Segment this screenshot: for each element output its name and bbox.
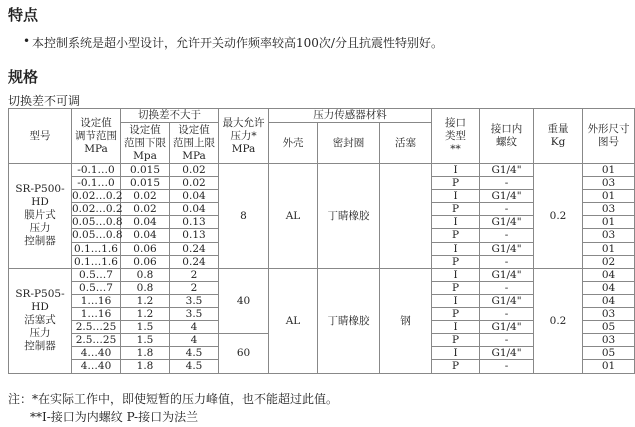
header-switch-group: 切换差不大于	[121, 109, 219, 123]
switch-high-cell: 0.04	[170, 190, 219, 203]
header-port-type-line: 接口	[445, 116, 467, 129]
thread-cell: G1/4"	[480, 164, 534, 177]
drawing-cell: 01	[583, 360, 635, 373]
thread-cell: G1/4"	[480, 242, 534, 255]
port-type-cell: I	[432, 321, 480, 334]
drawing-cell: 05	[583, 321, 635, 334]
group1-max-pressure: 8	[219, 164, 269, 269]
group2-model	[9, 268, 72, 373]
port-type-cell: I	[432, 294, 480, 307]
drawing-cell: 03	[583, 308, 635, 321]
header-switch-high	[170, 123, 219, 164]
thread-cell: G1/4"	[480, 190, 534, 203]
range-cell: 1…16	[72, 294, 121, 307]
header-weight-line: 重量	[547, 123, 569, 135]
spec-table	[8, 108, 635, 374]
header-max-pressure-line: 最大允许	[222, 116, 265, 129]
drawing-cell: 03	[583, 334, 635, 347]
port-type-cell: P	[432, 177, 480, 190]
drawing-cell: 03	[583, 177, 635, 190]
port-type-cell: P	[432, 360, 480, 373]
switch-high-cell: 2	[170, 281, 219, 294]
header-max-pressure-line: 压力*	[230, 129, 257, 142]
header-piston: 活塞	[380, 123, 432, 164]
range-cell: 2.5…25	[72, 334, 121, 347]
header-model	[9, 109, 72, 164]
group2-max-pressure-b: 60	[219, 334, 269, 373]
switch-low-cell: 0.02	[121, 203, 170, 216]
drawing-cell: 01	[583, 242, 635, 255]
switch-low-cell: 0.8	[121, 281, 170, 294]
group1-housing: AL	[269, 164, 318, 269]
switch-low-cell: 0.02	[121, 190, 170, 203]
drawing-cell: 04	[583, 281, 635, 294]
bullet-icon: •	[23, 34, 31, 48]
drawing-cell: 04	[583, 294, 635, 307]
group2-model-line: 压力	[29, 327, 51, 340]
range-cell: 0.5…7	[72, 268, 121, 281]
drawing-cell: 02	[583, 255, 635, 268]
drawing-cell: 03	[583, 229, 635, 242]
group1-model-line: 控制器	[24, 235, 56, 248]
switch-high-cell: 4	[170, 321, 219, 334]
range-cell: 0.02…0.2	[72, 203, 123, 216]
switch-high-cell: 3.5	[170, 294, 219, 307]
header-range-line: 调节范围	[75, 129, 117, 142]
switch-high-cell: 4.5	[170, 347, 219, 360]
port-type-cell: P	[432, 281, 480, 294]
header-switch-high-line: 范围上限	[173, 136, 215, 149]
switch-low-cell: 0.04	[121, 229, 170, 242]
group1-piston	[380, 164, 432, 269]
switch-low-cell: 0.8	[121, 268, 170, 281]
switch-high-cell: 0.02	[170, 177, 219, 190]
range-cell: 2.5…25	[72, 321, 121, 334]
port-type-cell: I	[432, 216, 480, 229]
footnote-2: **I-接口为内螺纹 P-接口为法兰	[30, 410, 199, 424]
table-row	[9, 268, 635, 281]
switch-high-cell: 2	[170, 268, 219, 281]
range-cell: -0.1…0	[72, 177, 121, 190]
range-cell: 0.1…1.6	[72, 255, 121, 268]
drawing-cell: 03	[583, 203, 635, 216]
thread-cell: G1/4"	[480, 268, 534, 281]
subtitle: 切换差不可调	[8, 94, 81, 108]
switch-low-cell: 1.2	[121, 294, 170, 307]
group2-model-line: SR-P505-HD	[15, 288, 65, 314]
group1-weight: 0.2	[534, 164, 583, 269]
range-cell: 0.1…1.6	[72, 242, 121, 255]
switch-high-cell: 0.24	[170, 255, 219, 268]
switch-high-cell: 0.02	[170, 164, 219, 177]
header-port-type-line: **	[450, 142, 461, 155]
range-cell: 4…40	[72, 347, 121, 360]
group2-weight: 0.2	[534, 268, 583, 373]
thread-cell: -	[480, 229, 534, 242]
port-type-cell: I	[432, 347, 480, 360]
header-thread-line: 螺纹	[496, 136, 518, 148]
port-type-cell: P	[432, 255, 480, 268]
header-switch-high-line: 设定值	[178, 123, 210, 136]
port-type-cell: I	[432, 242, 480, 255]
group2-seal: 丁睛橡胶	[318, 268, 380, 373]
header-thread-line: 接口内	[490, 123, 523, 135]
thread-cell: -	[480, 308, 534, 321]
footnote-1: 注：*在实际工作中，即使短暂的压力峰值，也不能超过此值。	[8, 392, 339, 406]
header-range-line: 设定值	[80, 116, 112, 129]
header-switch-high-line: MPa	[182, 149, 206, 162]
port-type-cell: P	[432, 308, 480, 321]
feature-text: 本控制系统是超小型设计，允许开关动作频率较高100次/分且抗震性特别好。	[32, 36, 443, 50]
header-port-type	[432, 109, 480, 164]
thread-cell: -	[480, 255, 534, 268]
switch-high-cell: 3.5	[170, 308, 219, 321]
header-drawing	[583, 109, 635, 164]
header-thread	[480, 109, 534, 164]
header-drawing-line: 外形尺寸	[587, 123, 630, 135]
group2-housing: AL	[269, 268, 318, 373]
range-cell: -0.1…0	[72, 164, 121, 177]
drawing-cell: 05	[583, 347, 635, 360]
switch-low-cell: 1.5	[121, 321, 170, 334]
range-cell: 0.5…7	[72, 281, 121, 294]
header-max-pressure	[219, 109, 269, 164]
switch-low-cell: 1.8	[121, 360, 170, 373]
range-cell: 0.05…0.8	[72, 216, 123, 229]
group2-piston: 钢	[380, 268, 432, 373]
feature-bullet	[23, 34, 443, 51]
switch-low-cell: 0.015	[121, 177, 170, 190]
port-type-cell: I	[432, 164, 480, 177]
port-type-cell: I	[432, 190, 480, 203]
header-switch-low-line: 设定值	[129, 123, 161, 136]
drawing-cell: 01	[583, 190, 635, 203]
header-max-pressure-line: MPa	[231, 142, 256, 155]
drawing-cell: 04	[583, 268, 635, 281]
header-switch-low	[121, 123, 170, 164]
port-type-cell: P	[432, 229, 480, 242]
group1-model-line: SR-P500-HD	[15, 183, 65, 209]
drawing-cell: 01	[583, 216, 635, 229]
group1-model	[9, 164, 72, 269]
switch-high-cell: 0.04	[170, 203, 219, 216]
thread-cell: G1/4"	[480, 216, 534, 229]
port-type-cell: I	[432, 268, 480, 281]
switch-high-cell: 0.13	[170, 229, 219, 242]
switch-low-cell: 1.5	[121, 334, 170, 347]
port-type-cell: P	[432, 203, 480, 216]
header-sensor-group: 压力传感器材料	[269, 109, 432, 123]
range-cell: 0.02…0.2	[72, 190, 123, 203]
range-cell: 0.05…0.8	[72, 229, 123, 242]
switch-low-cell: 0.015	[121, 164, 170, 177]
switch-high-cell: 0.24	[170, 242, 219, 255]
specs-heading: 规格	[8, 68, 39, 86]
switch-low-cell: 0.06	[121, 255, 170, 268]
drawing-cell: 01	[583, 164, 635, 177]
switch-high-cell: 4	[170, 334, 219, 347]
range-cell: 4…40	[72, 360, 121, 373]
thread-cell: -	[480, 177, 534, 190]
header-model-line: 型号	[29, 129, 51, 142]
switch-low-cell: 0.04	[121, 216, 170, 229]
group2-max-pressure-a: 40	[219, 268, 269, 333]
header-drawing-line: 图号	[598, 136, 620, 148]
group1-model-line: 压力	[29, 222, 51, 235]
thread-cell: -	[480, 334, 534, 347]
range-cell: 1…16	[72, 308, 121, 321]
thread-cell: -	[480, 281, 534, 294]
group1-model-line: 膜片式	[24, 209, 56, 222]
header-seal: 密封圈	[318, 123, 380, 164]
thread-cell: G1/4"	[480, 321, 534, 334]
thread-cell: G1/4"	[480, 294, 534, 307]
header-housing: 外壳	[269, 123, 318, 164]
header-row	[9, 109, 635, 123]
header-range-line: MPa	[84, 142, 108, 155]
thread-cell: -	[480, 360, 534, 373]
switch-high-cell: 4.5	[170, 360, 219, 373]
header-switch-low-line: Mpa	[133, 149, 157, 162]
thread-cell: G1/4"	[480, 347, 534, 360]
switch-low-cell: 1.2	[121, 308, 170, 321]
header-port-type-line: 类型	[445, 129, 467, 142]
header-switch-low-line: 范围下限	[124, 136, 166, 149]
header-weight	[534, 109, 583, 164]
header-weight-line: Kg	[550, 136, 566, 148]
group2-model-line: 活塞式	[24, 314, 56, 327]
group1-seal: 丁睛橡胶	[318, 164, 380, 269]
group2-model-line: 控制器	[24, 340, 56, 353]
switch-high-cell: 0.13	[170, 216, 219, 229]
port-type-cell: P	[432, 334, 480, 347]
features-heading: 特点	[8, 6, 39, 24]
header-range	[72, 109, 121, 164]
table-row	[9, 164, 635, 177]
switch-low-cell: 1.8	[121, 347, 170, 360]
switch-low-cell: 0.06	[121, 242, 170, 255]
thread-cell: -	[480, 203, 534, 216]
